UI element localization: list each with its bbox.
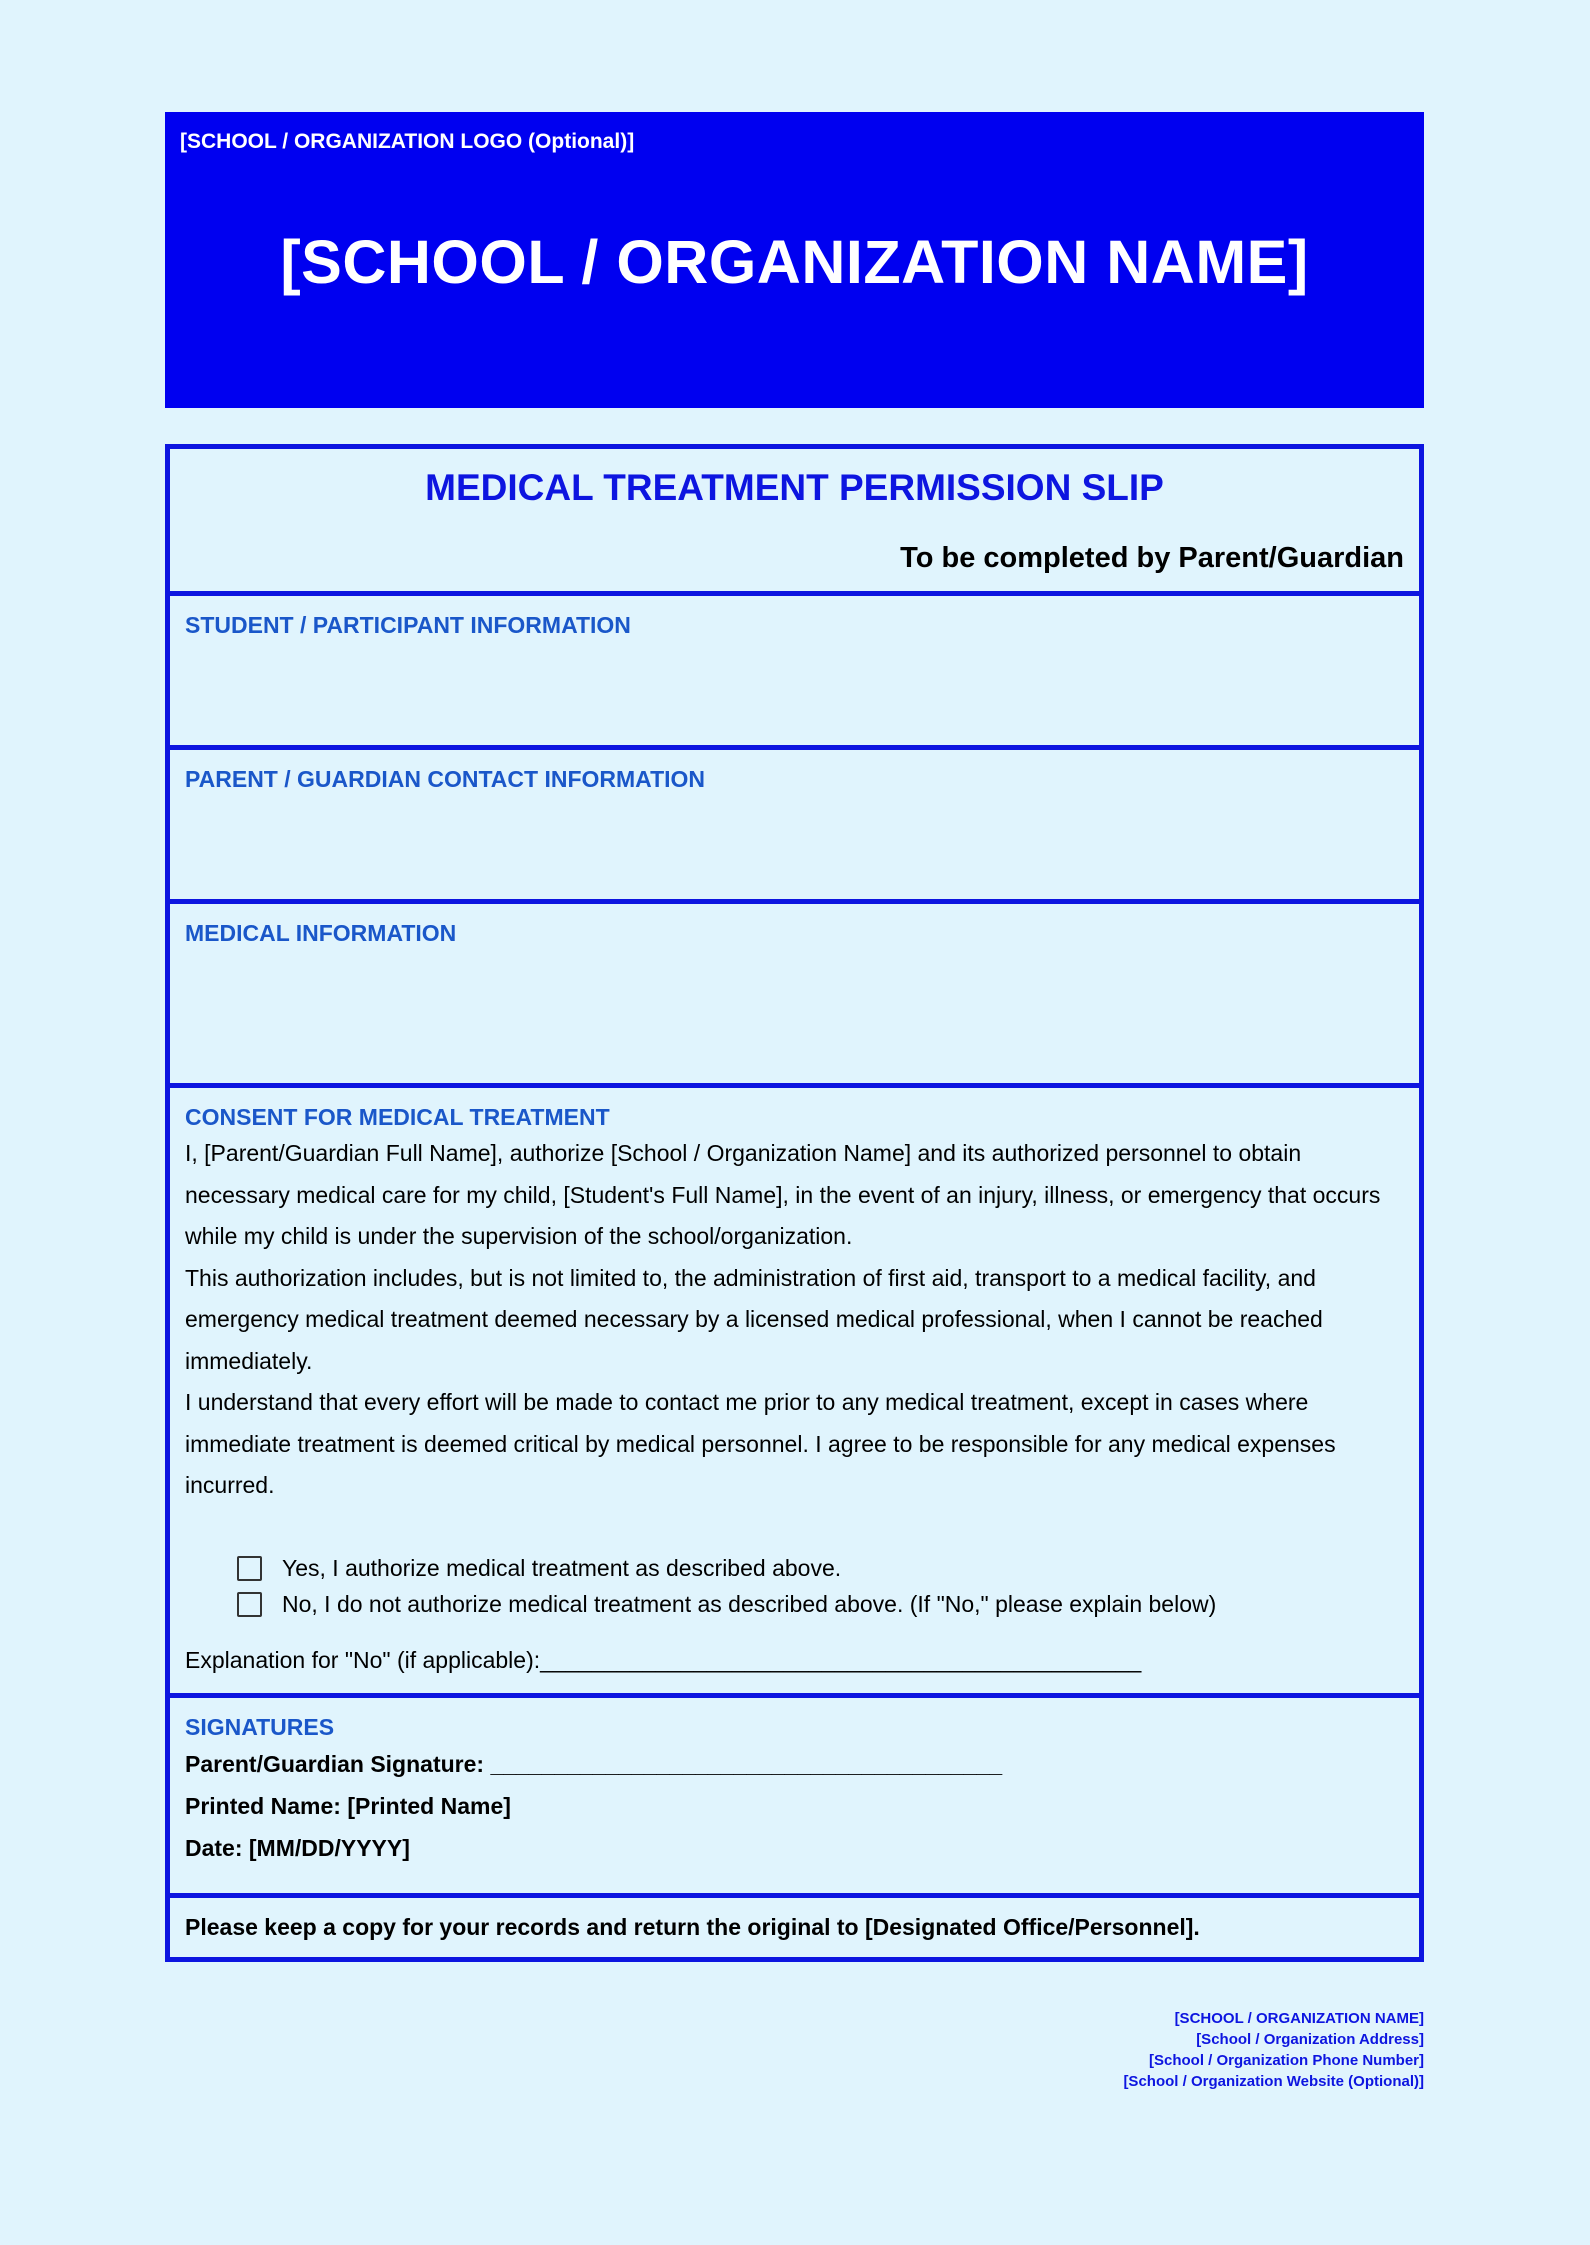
form-title-section (170, 449, 1419, 596)
signatures-section (170, 1698, 1419, 1898)
consent-section (170, 1088, 1419, 1698)
consent-heading: CONSENT FOR MEDICAL TREATMENT (185, 1104, 610, 1130)
return-note-section (170, 1898, 1419, 1957)
footer-website: [School / Organization Website (Optional)] (1123, 2073, 1424, 2090)
return-note: Please keep a copy for your records and return the original to [Designated Office/Personnel]. (185, 1914, 1200, 1940)
organization-name: [SCHOOL / ORGANIZATION NAME] (280, 228, 1309, 296)
footer-org-name: [SCHOOL / ORGANIZATION NAME] (1174, 2010, 1424, 2027)
date-field[interactable]: Date: [MM/DD/YYYY] (185, 1835, 410, 1861)
student-info-heading: STUDENT / PARTICIPANT INFORMATION (185, 612, 631, 638)
no-option-label: No, I do not authorize medical treatment as described above. (If "No," please explain below) (282, 1591, 1217, 1617)
medical-info-section (170, 904, 1419, 1088)
consent-options (237, 1551, 1404, 1623)
no-checkbox[interactable] (237, 1592, 262, 1617)
consent-paragraph: This authorization includes, but is not limited to, the administration of first aid, transport to a medical facility, and emergency medical treatment deemed necessary by a licensed medical professional, when I cannot be reached immediately. (185, 1264, 1323, 1374)
consent-paragraph: I understand that every effort will be made to contact me prior to any medical treatment, except in cases where immediate treatment is deemed critical by medical personnel. I agree to be responsible for any medical expenses incurred. (185, 1389, 1336, 1498)
consent-text (185, 1133, 1404, 1507)
form-title: MEDICAL TREATMENT PERMISSION SLIP (425, 467, 1164, 508)
explanation-field[interactable]: Explanation for "No" (if applicable):_______________________________________________ (185, 1646, 1142, 1673)
footer-address: [School / Organization Address] (1196, 2031, 1424, 2048)
yes-checkbox[interactable] (237, 1556, 262, 1581)
medical-info-heading: MEDICAL INFORMATION (185, 920, 457, 946)
consent-yes-option[interactable] (237, 1551, 1404, 1587)
student-info-section (170, 596, 1419, 750)
yes-option-label: Yes, I authorize medical treatment as described above. (282, 1555, 842, 1581)
signatures-heading: SIGNATURES (185, 1714, 335, 1740)
parent-contact-section (170, 750, 1419, 904)
printed-name-field[interactable]: Printed Name: [Printed Name] (185, 1793, 511, 1819)
consent-no-option[interactable] (237, 1587, 1404, 1623)
permission-form (165, 444, 1424, 1962)
logo-placeholder: [SCHOOL / ORGANIZATION LOGO (Optional)] (180, 130, 635, 153)
footer-phone: [School / Organization Phone Number] (1148, 2052, 1424, 2069)
form-page (165, 112, 1424, 1962)
signature-field[interactable]: Parent/Guardian Signature: ________________________________________ (185, 1751, 1003, 1777)
footer-contact (1123, 2008, 1424, 2092)
consent-paragraph: I, [Parent/Guardian Full Name], authorize [School / Organization Name] and its authorized personnel to obtain necessary medical care for my child, [Student's Full Name], in the event of an injury, illness, or emergency that occurs while my child is under the supervision of the school/organization. (185, 1140, 1381, 1249)
form-subtitle: To be completed by Parent/Guardian (900, 542, 1404, 574)
parent-contact-heading: PARENT / GUARDIAN CONTACT INFORMATION (185, 766, 706, 792)
header-banner (165, 112, 1424, 408)
